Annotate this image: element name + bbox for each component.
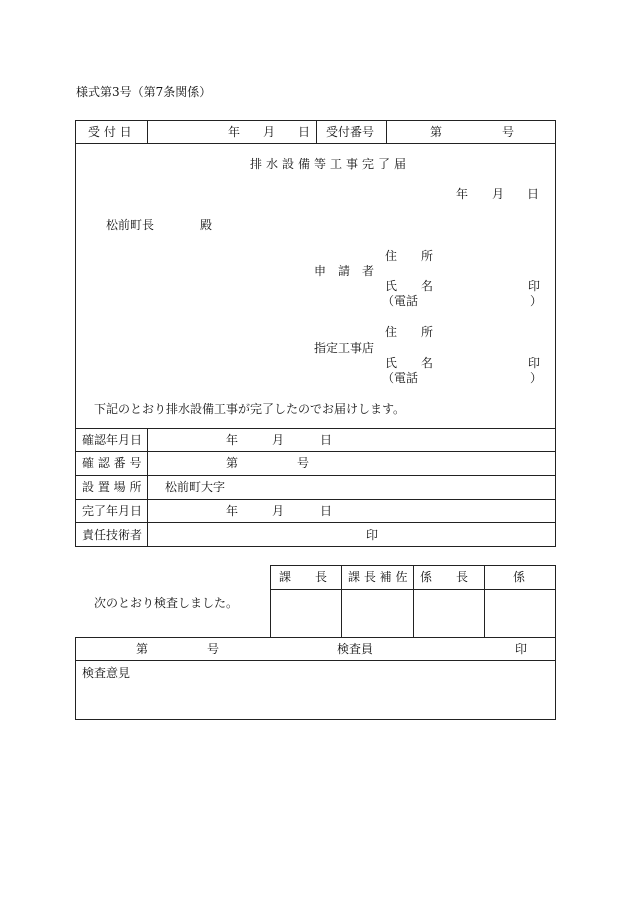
year-label: 年 — [228, 125, 241, 139]
divider — [316, 120, 317, 144]
confirm-date-label: 確認年月日 — [82, 433, 143, 447]
notice-day: 日 — [527, 187, 540, 201]
contractor-label: 指定工事店 — [314, 341, 375, 355]
statement: 下記のとおり排水設備工事が完了したのでお届けします。 — [94, 402, 406, 416]
inspector-row-line — [75, 660, 556, 661]
honorific: 殿 — [200, 218, 213, 232]
divider — [147, 120, 148, 144]
applicant-seal: 印 — [528, 279, 541, 293]
confirm-year: 年 — [226, 433, 239, 447]
opinion-label: 検査意見 — [82, 666, 131, 680]
approver-unit-chief: 係 長 — [420, 570, 469, 584]
notice-year: 年 — [456, 187, 469, 201]
number-suffix: 号 — [502, 125, 515, 139]
engineer-seal: 印 — [366, 528, 379, 542]
approver-deputy-chief: 課 長 補 佐 — [348, 570, 408, 584]
confirm-number-prefix: 第 — [226, 456, 239, 470]
engineer-label: 責任技術者 — [82, 528, 143, 542]
complete-month: 月 — [272, 504, 285, 518]
contractor-phone-close: ） — [530, 371, 543, 385]
applicant-address-label: 住 所 — [385, 249, 434, 263]
label-column-divider — [147, 428, 148, 547]
location-value: 松前町大字 — [165, 480, 226, 494]
applicant-phone-close: ） — [530, 294, 543, 308]
received-date-label: 受 付 日 — [88, 125, 132, 139]
divider — [484, 565, 485, 638]
applicant-name-label: 氏 名 — [385, 279, 434, 293]
approver-staff: 係 — [513, 570, 526, 584]
complete-year: 年 — [226, 504, 239, 518]
inspection-text: 次のとおり検査しました。 — [94, 596, 239, 610]
applicant-label: 申 請 者 — [314, 264, 375, 278]
contractor-name-label: 氏 名 — [385, 356, 434, 370]
form-number: 様式第3号（第7条関係） — [76, 85, 212, 99]
addressee: 松前町長 — [106, 218, 155, 232]
divider — [386, 120, 387, 144]
contractor-phone-open: （電話 — [382, 371, 419, 385]
confirm-number-suffix: 号 — [297, 456, 310, 470]
approver-section-chief: 課 長 — [279, 570, 328, 584]
confirm-month: 月 — [272, 433, 285, 447]
inspection-number-prefix: 第 — [136, 642, 149, 656]
inspector-label: 検査員 — [337, 642, 374, 656]
day-label: 日 — [298, 125, 311, 139]
number-prefix: 第 — [430, 125, 443, 139]
applicant-phone-open: （電話 — [382, 294, 419, 308]
month-label: 月 — [263, 125, 276, 139]
location-label: 設 置 場 所 — [82, 480, 142, 494]
contractor-address-label: 住 所 — [385, 325, 434, 339]
complete-date-label: 完了年月日 — [82, 504, 143, 518]
divider — [341, 565, 342, 638]
inspector-seal: 印 — [515, 642, 528, 656]
confirm-number-label: 確 認 番 号 — [82, 456, 142, 470]
confirm-day: 日 — [320, 433, 333, 447]
complete-day: 日 — [320, 504, 333, 518]
document-title: 排水設備等工事完了届 — [250, 157, 411, 171]
divider — [413, 565, 414, 638]
contractor-seal: 印 — [528, 356, 541, 370]
received-number-label: 受付番号 — [326, 125, 375, 139]
notice-month: 月 — [492, 187, 505, 201]
inspection-number-suffix: 号 — [207, 642, 220, 656]
